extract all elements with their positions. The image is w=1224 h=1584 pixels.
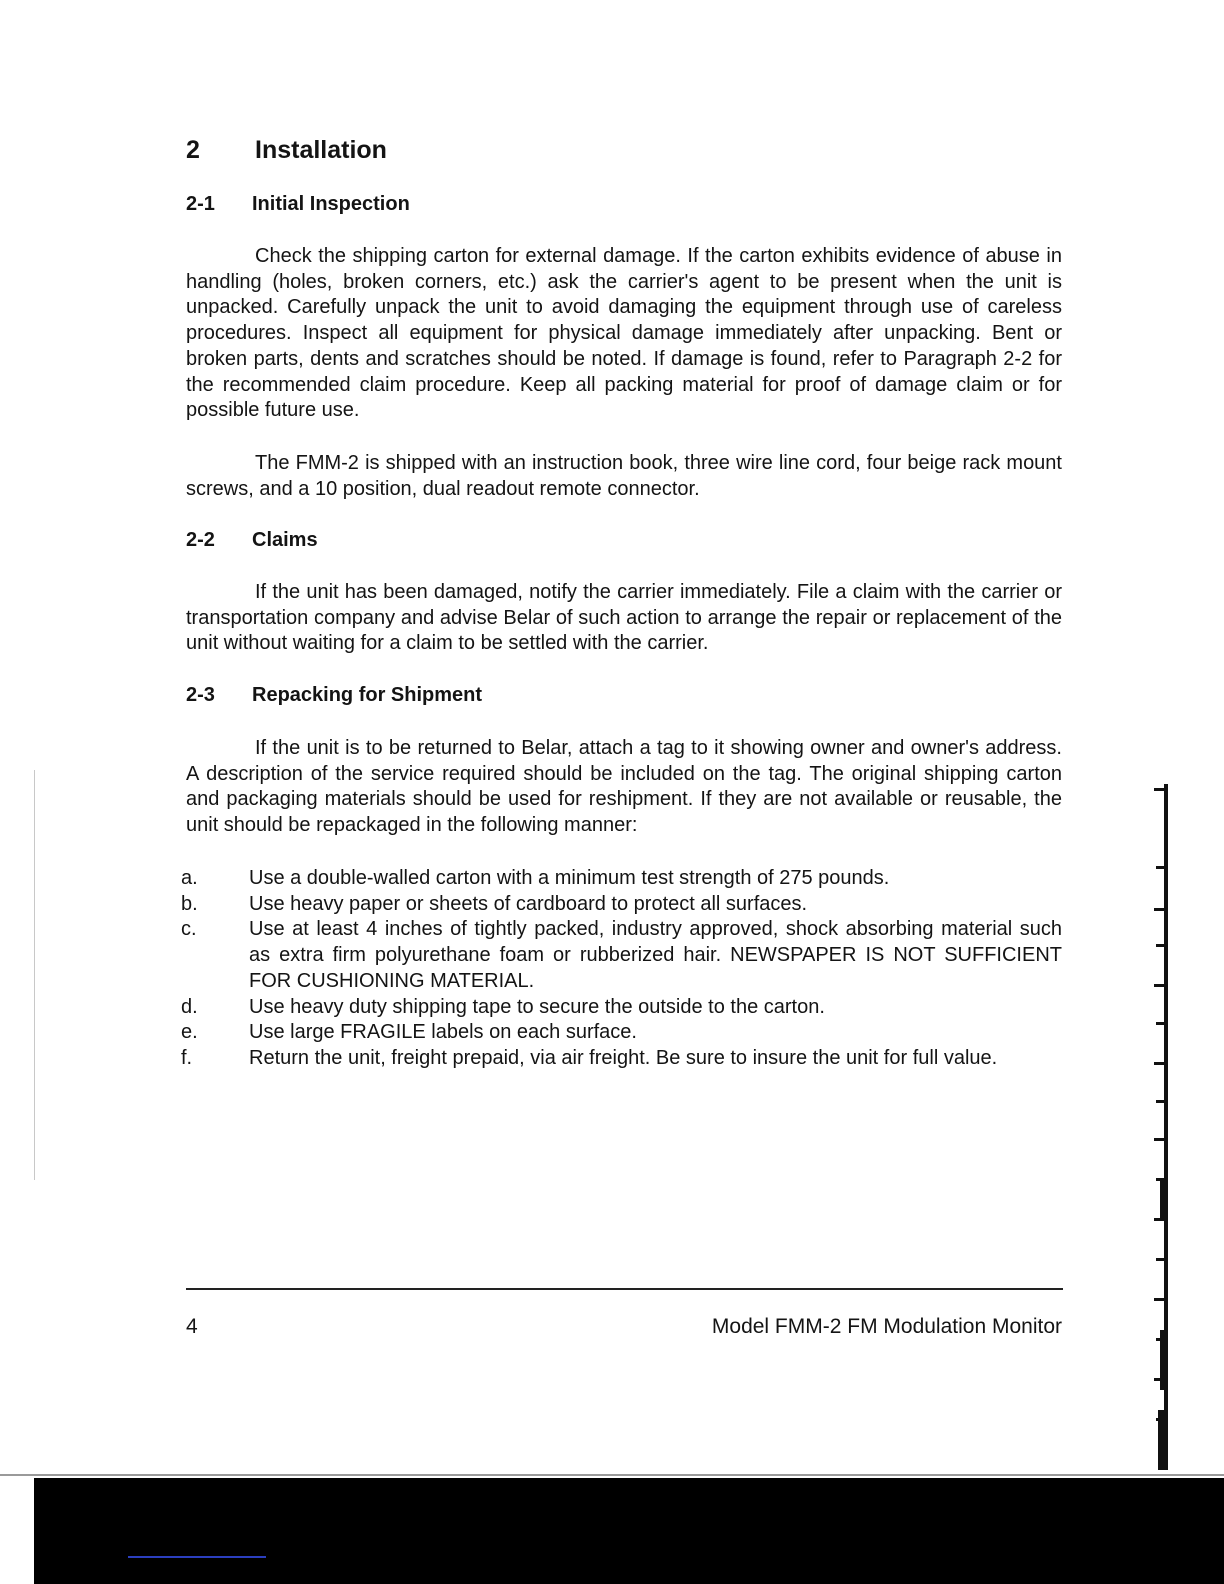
- scan-black-band: [34, 1478, 1224, 1584]
- section-title-initial-inspection: Initial Inspection: [252, 193, 410, 215]
- list-marker: b.: [181, 892, 198, 915]
- list-item: [181, 866, 1062, 892]
- list-marker: f.: [181, 1046, 193, 1069]
- section-number: 2-2: [186, 529, 215, 551]
- chapter-title: Installation: [255, 136, 387, 164]
- section-title-claims: Claims: [252, 529, 318, 551]
- scan-blue-mark: [128, 1556, 266, 1558]
- list-marker: e.: [181, 1021, 198, 1044]
- paragraph-claims: If the unit has been damaged, notify the carrier immediately. File a claim with the carrier or transportation company and advise Belar of such action to arrange the repair or replacement of the unit without waiting for a claim to be settled with the carrier.: [186, 581, 1062, 655]
- chapter-number: 2: [186, 136, 200, 164]
- section-number: 2-1: [186, 193, 215, 215]
- list-marker: a.: [181, 867, 198, 889]
- list-item-text: Return the unit, freight prepaid, via air freight. Be sure to insure the unit for full value.: [249, 1046, 998, 1069]
- scan-edge-artifact: [34, 770, 35, 1180]
- list-item: [181, 1020, 1062, 1046]
- paragraph-repacking: If the unit is to be returned to Belar, attach a tag to it showing owner and owner's address. A description of the service required should be included on the tag. The original shipping carton and packaging materials should be used for reshipment. If they are not available or reusable, the unit should be repackaged in the following manner:: [186, 737, 1062, 837]
- list-item-text: Use a double-walled carton with a minimum test strength of 275 pounds.: [249, 867, 890, 889]
- paragraph-inspection-2: The FMM-2 is shipped with an instruction book, three wire line cord, four beige rack mount screws, and a 10 position, dual readout remote connector.: [186, 452, 1062, 500]
- section-number: 2-3: [186, 684, 215, 706]
- list-item: [181, 995, 1062, 1021]
- page-number: 4: [186, 1315, 198, 1338]
- list-item-text: Use heavy paper or sheets of cardboard to protect all surfaces.: [249, 892, 808, 915]
- list-item-text: Use large FRAGILE labels on each surface.: [249, 1021, 637, 1044]
- repack-steps-list: [181, 866, 1062, 1072]
- list-marker: c.: [181, 918, 197, 941]
- list-item: [181, 1046, 1062, 1072]
- binding-marks: [1150, 770, 1224, 1470]
- list-item: [181, 892, 1062, 918]
- list-item-text: Use at least 4 inches of tightly packed, industry approved, shock absorbing material such as extra firm polyurethane foam or rubberized hair. NEWSPAPER IS NOT SUFFICIENT FOR CUSHIONING MATERIAL.: [249, 918, 1062, 992]
- footer-title: Model FMM-2 FM Modulation Monitor: [711, 1315, 1062, 1338]
- scan-band-edge: [0, 1474, 1224, 1476]
- list-marker: d.: [181, 995, 198, 1018]
- list-item: [181, 917, 1062, 994]
- list-item-text: Use heavy duty shipping tape to secure the outside to the carton.: [249, 995, 825, 1018]
- section-title-repacking: Repacking for Shipment: [252, 684, 483, 706]
- footer-divider: [186, 1288, 1063, 1290]
- paragraph-inspection-1: Check the shipping carton for external damage. If the carton exhibits evidence of abuse in handling (holes, broken corners, etc.) ask the carrier's agent to be present when the unit is unpacked. Carefully unpack the unit to avoid damaging the equipment through use of careless procedures. Inspect all equipment for physical damage immediately after unpacking. Bent or broken parts, dents and scratches should be noted. If damage is found, refer to Paragraph 2-2 for the recommended claim procedure. Keep all packing material for proof of damage claim or for possible future use.: [186, 245, 1062, 422]
